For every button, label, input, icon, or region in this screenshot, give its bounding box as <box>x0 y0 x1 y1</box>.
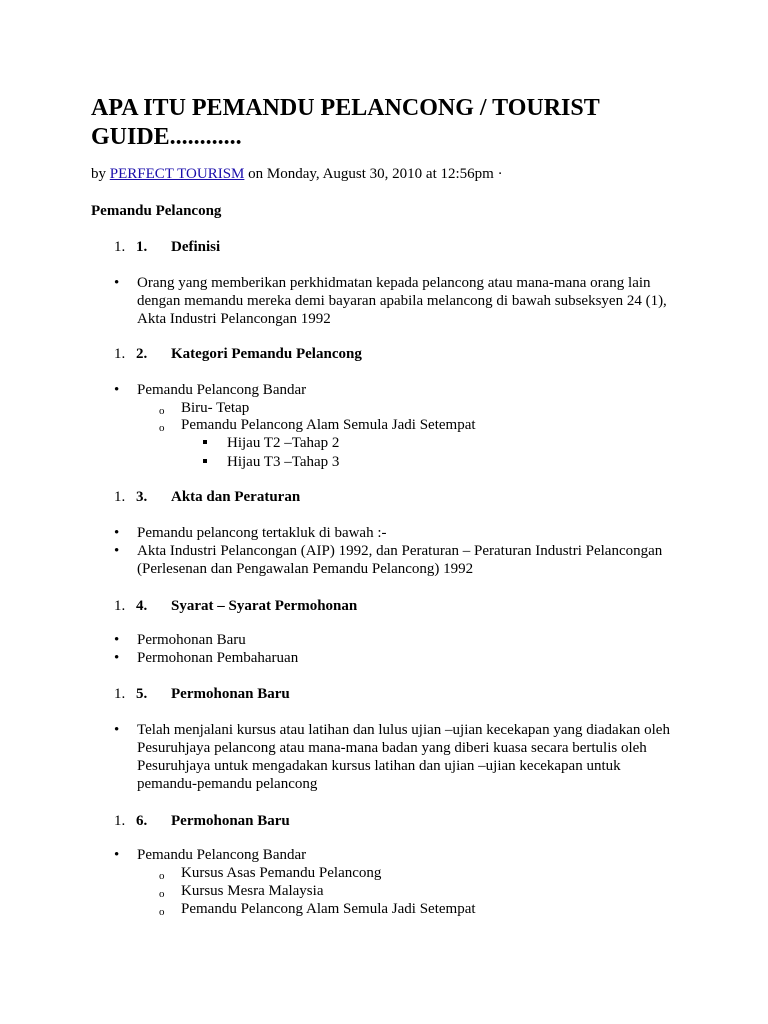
section-title: Definisi <box>171 239 221 255</box>
list-number: 1. <box>114 598 126 614</box>
list-number: 1. <box>114 813 126 829</box>
list-number: 1. <box>114 346 126 362</box>
bullet-icon: • <box>114 847 120 863</box>
list-item <box>114 721 684 793</box>
sub-sub-list-item <box>203 434 339 452</box>
section-heading <box>114 597 357 615</box>
list-item <box>114 274 694 328</box>
section-number: 4. <box>136 598 148 614</box>
list-number: 1. <box>114 489 126 505</box>
bullet-icon: • <box>114 543 120 559</box>
sub-list-item-text: Kursus Mesra Malaysia <box>181 883 324 899</box>
circle-bullet-icon: o <box>159 405 165 417</box>
bullet-icon: • <box>114 275 120 291</box>
section-heading <box>114 238 220 256</box>
section-number: 5. <box>136 686 148 702</box>
section-title: Kategori Pemandu Pelancong <box>171 346 362 362</box>
list-item-text: Permohonan Pembaharuan <box>137 650 299 666</box>
list-item-text: Pemandu pelancong tertakluk di bawah :- <box>137 525 387 541</box>
bullet-icon: • <box>114 382 120 398</box>
square-bullet-icon <box>203 440 207 444</box>
sub-list-item-text: Biru- Tetap <box>181 400 250 416</box>
sub-sub-list-item <box>203 453 339 471</box>
square-bullet-icon <box>203 459 207 463</box>
byline-prefix: by <box>91 166 106 182</box>
author-link[interactable]: PERFECT TOURISM <box>109 166 245 182</box>
section-number: 6. <box>136 813 148 829</box>
section-title: Syarat – Syarat Permohonan <box>171 598 358 614</box>
sub-list-item <box>159 882 323 900</box>
circle-bullet-icon: o <box>159 888 165 900</box>
sub-list-item <box>159 399 249 417</box>
circle-bullet-icon: o <box>159 870 165 882</box>
list-item-text: Pemandu Pelancong Bandar <box>137 847 307 863</box>
list-item-text: Akta Industri Pelancongan (AIP) 1992, dan Peraturan – Peraturan Industri Pelancongan (Perlesenan dan Pengawalan Pemandu Pelancong) 1992 <box>137 543 663 577</box>
section-heading <box>114 345 362 363</box>
list-item-text: Pemandu Pelancong Bandar <box>137 382 307 398</box>
sub-list-item <box>159 900 476 918</box>
list-item-text: Orang yang memberikan perkhidmatan kepada pelancong atau mana-mana orang lain dengan memandu mereka demi bayaran apabila melancong di bawah subseksyen 24 (1), Akta Industri Pelancongan 1992 <box>137 275 667 327</box>
section-heading <box>114 812 290 830</box>
sub-sub-list-item-text: Hijau T2 –Tahap 2 <box>227 435 340 451</box>
circle-bullet-icon: o <box>159 422 165 434</box>
section-number: 3. <box>136 489 148 505</box>
list-item <box>114 381 694 399</box>
section-number: 1. <box>136 239 148 255</box>
list-item <box>114 524 694 542</box>
bullet-icon: • <box>114 722 120 738</box>
sub-sub-list-item-text: Hijau T3 –Tahap 3 <box>227 454 340 470</box>
section-heading <box>114 488 300 506</box>
bullet-icon: • <box>114 650 120 666</box>
section-title: Permohonan Baru <box>171 813 290 829</box>
section-title: Akta dan Peraturan <box>171 489 301 505</box>
list-item <box>114 846 694 864</box>
list-item <box>114 631 694 649</box>
list-number: 1. <box>114 239 126 255</box>
circle-bullet-icon: o <box>159 906 165 918</box>
section-heading <box>114 685 290 703</box>
section-number: 2. <box>136 346 148 362</box>
byline-date: on Monday, August 30, 2010 at 12:56pm · <box>248 166 503 182</box>
list-item <box>114 649 694 667</box>
list-item-text: Telah menjalani kursus atau latihan dan lulus ujian –ujian kecekapan yang diadakan oleh Pesuruhjaya pelancong atau mana-mana badan yang diberi kuasa secara bertulis oleh Pesuruhjaya untuk mengadakan kursus latihan dan ujian –ujian kecekapan untuk pemandu-pemandu pelancong <box>137 722 670 792</box>
byline <box>91 165 503 183</box>
bullet-icon: • <box>114 632 120 648</box>
sub-list-item-text: Pemandu Pelancong Alam Semula Jadi Setempat <box>181 901 476 917</box>
list-item-text: Permohonan Baru <box>137 632 246 648</box>
list-item <box>114 542 694 578</box>
section-subhead: Pemandu Pelancong <box>91 203 222 219</box>
sub-list-item <box>159 864 381 882</box>
bullet-icon: • <box>114 525 120 541</box>
page-title: APA ITU PEMANDU PELANCONG / TOURIST GUIDE............ <box>91 95 600 150</box>
sub-list-item-text: Pemandu Pelancong Alam Semula Jadi Setempat <box>181 417 476 433</box>
sub-list-item-text: Kursus Asas Pemandu Pelancong <box>181 865 382 881</box>
section-title: Permohonan Baru <box>171 686 290 702</box>
sub-list-item <box>159 416 476 434</box>
list-number: 1. <box>114 686 126 702</box>
